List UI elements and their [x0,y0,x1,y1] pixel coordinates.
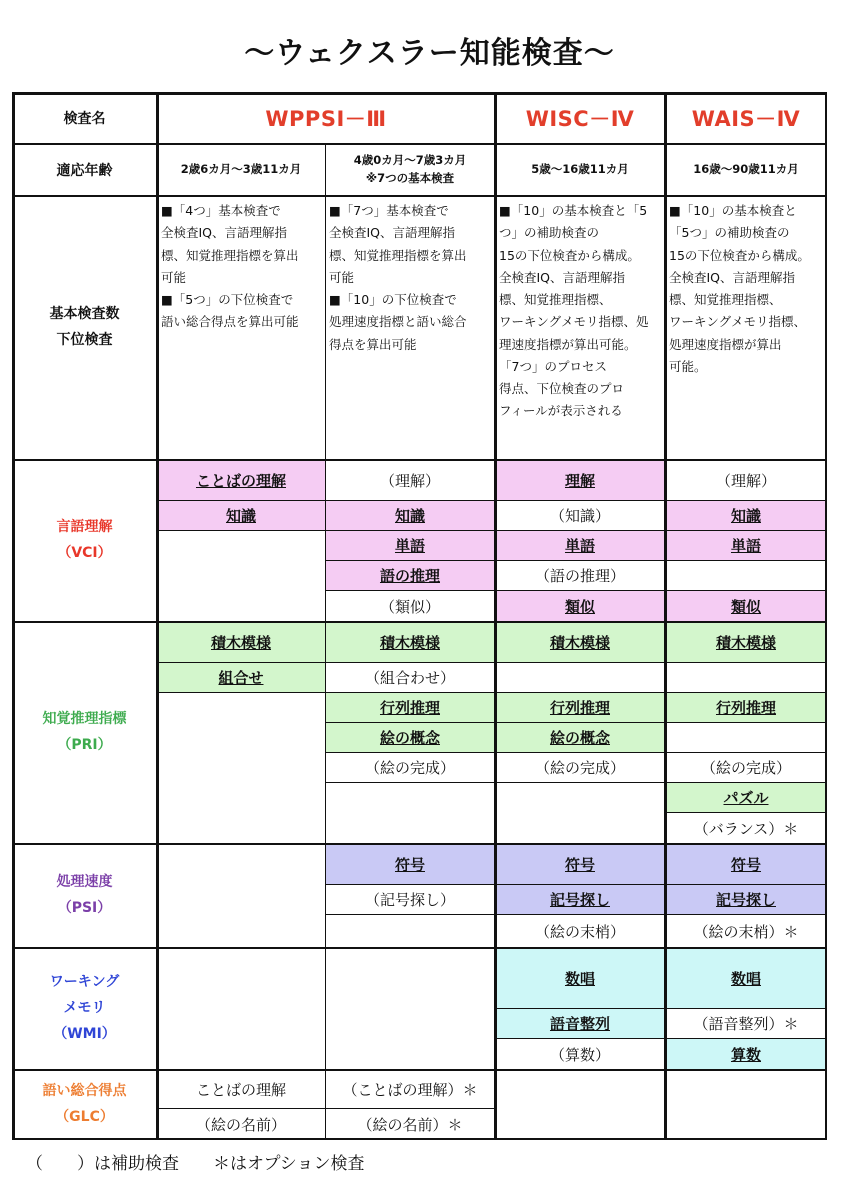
subtest-cell: 積木模様 [157,622,325,662]
test-name-wisc: WISC－Ⅳ [525,107,635,131]
subtest-cell: （算数） [549,1045,610,1064]
row-divider [665,812,827,813]
subtest-cell: 組合せ [157,662,325,692]
section-label-glc: 語い総合得点 （GLC） [42,1083,127,1125]
section-divider [12,195,827,197]
column-divider [494,92,497,1140]
table-border-left [12,92,15,1140]
row-divider [665,692,827,693]
row-divider [495,560,665,561]
subtest-cell: 理解 [495,460,665,500]
subtest-cell: （類似） [379,597,440,616]
age-wppsi-young: 2歳6カ月～3歳11カ月 [180,162,302,177]
subtest-cell: （ことばの理解）＊ [342,1080,478,1099]
row-divider [495,914,665,915]
row-divider [665,1038,827,1039]
subtest-cell: ことばの理解 [195,1080,286,1099]
subtest-cell: 算数 [665,1038,827,1070]
subtest-cell: パズル [665,782,827,812]
subtest-cell: （記号探し） [364,890,455,909]
test-name-wppsi: WPPSI－Ⅲ [265,107,387,131]
subtest-cell: ことばの理解 [157,460,325,500]
section-label-vci: 言語理解 （VCI） [56,519,113,561]
subtest-cell: 類似 [495,590,665,622]
row-divider [665,662,827,663]
basic-desc-wisc: ■「10」の基本検査と「5 つ」の補助検査の 15の下位検査から構成。 全検査IQ、言語理解指 標、知覚推理指標、 ワーキングメモリ指標、処 理速度指標が算出可能。 「7つ」のプロセス 得点、下位検査のプロ フィールが表示される [499,203,649,419]
row-divider [665,500,827,501]
subtest-cell: （絵の完成） [364,758,455,777]
page-title: ～ウェクスラー知能検査～ [244,36,615,71]
subtest-cell: 記号探し [495,884,665,914]
column-divider [664,92,667,1140]
row-divider [665,914,827,915]
subtest-cell: 符号 [665,844,827,884]
table-border-right [825,92,828,1140]
row-divider [495,590,665,591]
section-divider [12,621,827,623]
section-label-wmi: ワーキング メモリ （WMI） [49,974,120,1042]
row-divider [325,884,495,885]
subtest-cell: 行列推理 [665,692,827,722]
row-divider [157,530,325,531]
subtest-cell: 知識 [325,500,495,530]
row-divider [495,1008,665,1009]
subtest-cell: （理解） [379,471,440,490]
subtest-cell: （語音整列）＊ [693,1014,799,1033]
subtest-cell: （組合わせ） [364,668,455,687]
basic-desc-wppsi-old: ■「7つ」基本検査で 全検査IQ、言語理解指 標、知覚推理指標を算出 可能 ■「10」の下位検査で 処理速度指標と語い総合 得点を算出可能 [329,203,467,352]
section-label-pri: 知覚推理指標 （PRI） [42,711,127,753]
subtest-cell: 符号 [325,844,495,884]
subtest-cell: （知識） [549,506,610,525]
row-divider [157,662,325,663]
section-divider [12,459,827,461]
subtest-cell: 知識 [157,500,325,530]
test-name-wais: WAIS－Ⅳ [691,107,801,131]
subtest-cell: 知識 [665,500,827,530]
row-divider [665,884,827,885]
subtest-cell: （語の推理） [534,566,625,585]
row-divider [325,560,495,561]
subtest-cell: 行列推理 [495,692,665,722]
row-divider [325,692,495,693]
basic-row-label: 基本検査数 下位検査 [49,306,120,348]
row-divider [325,590,495,591]
age-wppsi-old: 4歳0カ月～7歳3カ月 ※7つの基本検査 [353,153,467,185]
row-divider [325,530,495,531]
row-divider [665,752,827,753]
subtest-cell: 記号探し [665,884,827,914]
row-divider [665,1008,827,1009]
row-divider [665,560,827,561]
subtest-cell: （理解） [715,471,776,490]
section-divider [12,947,827,949]
row-divider [325,1108,495,1109]
row-divider [325,662,495,663]
subtest-cell: （バランス）＊ [693,819,799,838]
subtest-cell: （絵の完成） [700,758,791,777]
footnote: （ ）は補助検査 ＊はオプション検査 [26,1154,365,1174]
row-divider [325,914,495,915]
section-divider [12,1069,827,1071]
table-border-bottom [12,1138,827,1141]
row-divider [325,752,495,753]
subtest-cell: （絵の名前） [195,1115,286,1134]
subtest-cell: 単語 [665,530,827,560]
subtest-cell: 単語 [495,530,665,560]
subtest-cell: （絵の末梢） [534,922,625,941]
subtest-cell: （絵の末梢）＊ [693,922,799,941]
section-divider [12,843,827,845]
row-divider [665,722,827,723]
row-divider [157,500,325,501]
subtest-cell: 数唱 [495,948,665,1008]
comparison-table [12,92,827,1140]
column-divider [156,92,159,1140]
section-label-psi: 処理速度 （PSI） [56,874,113,916]
row-divider [665,590,827,591]
subtest-cell: 数唱 [665,948,827,1008]
table-border-top [12,92,827,95]
row-divider [495,662,665,663]
subtest-cell: 積木模様 [665,622,827,662]
column-divider [325,1070,326,1140]
row-divider [495,692,665,693]
row-divider [325,722,495,723]
subtest-cell: （絵の完成） [534,758,625,777]
row-divider [495,530,665,531]
subtest-cell: 行列推理 [325,692,495,722]
section-divider [12,143,827,145]
row-divider [495,752,665,753]
row-divider [665,530,827,531]
row-divider [325,782,495,783]
row-divider [157,692,325,693]
row-divider [495,884,665,885]
column-divider [325,144,326,1070]
row-divider [157,1108,325,1109]
header-row-label: 検査名 [63,111,106,127]
basic-desc-wppsi-young: ■「4つ」基本検査で 全検査IQ、言語理解指 標、知覚推理指標を算出 可能 ■「5つ」の下位検査で 語い総合得点を算出可能 [161,203,299,330]
subtest-cell: 絵の概念 [325,722,495,752]
row-divider [495,782,665,783]
subtest-cell: 積木模様 [495,622,665,662]
row-divider [325,500,495,501]
subtest-cell: 符号 [495,844,665,884]
subtest-cell: 語音整列 [495,1008,665,1038]
subtest-cell: 語の推理 [325,560,495,590]
row-divider [495,1038,665,1039]
basic-desc-wais: ■「10」の基本検査と 「5つ」の補助検査の 15の下位検査から構成。 全検査IQ、言語理解指 標、知覚推理指標、 ワーキングメモリ指標、 処理速度指標が算出 可能。 [669,203,810,374]
age-wisc: 5歳～16歳11カ月 [531,162,629,177]
subtest-cell: （絵の名前）＊ [357,1115,463,1134]
subtest-cell: 積木模様 [325,622,495,662]
age-wais: 16歳～90歳11カ月 [693,162,799,177]
subtest-cell: 類似 [665,590,827,622]
row-divider [495,722,665,723]
subtest-cell: 絵の概念 [495,722,665,752]
row-divider [495,500,665,501]
subtest-cell: 単語 [325,530,495,560]
row-divider [665,782,827,783]
age-row-label: 適応年齢 [56,163,113,179]
